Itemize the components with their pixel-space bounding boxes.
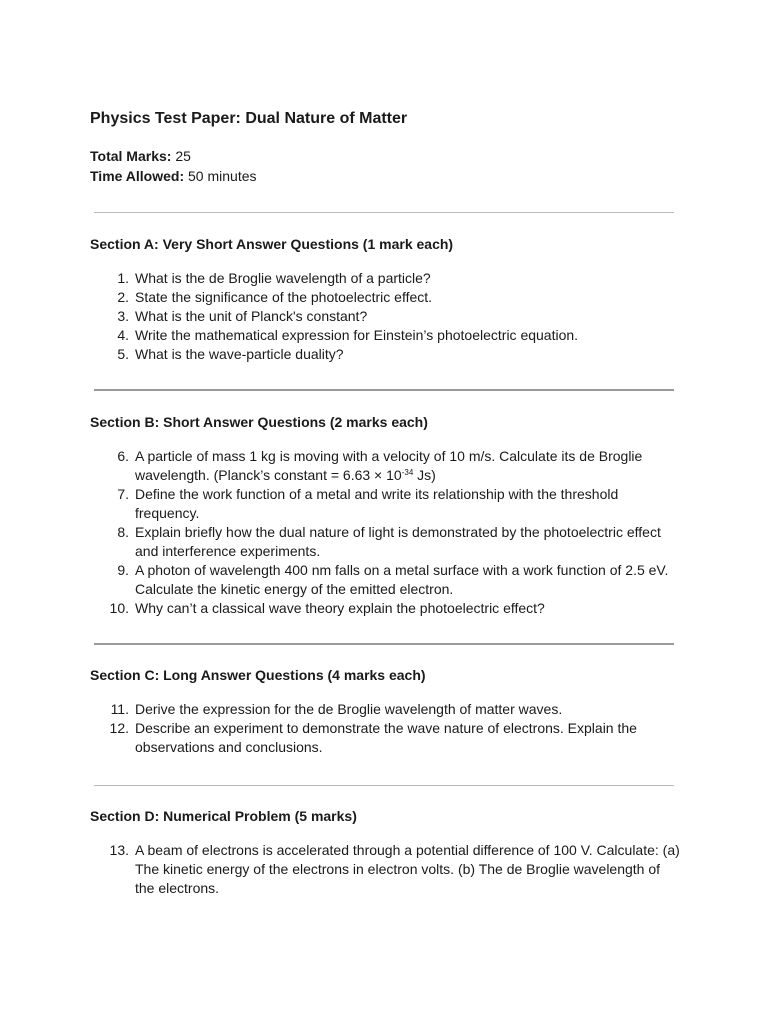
question-number: 8. <box>117 524 129 540</box>
question-item <box>90 599 680 618</box>
paper-title: Physics Test Paper: Dual Nature of Matter <box>90 110 408 127</box>
question-item <box>90 288 680 307</box>
question-text: A photon of wavelength 400 nm falls on a metal surface with a work function of 2.5 eV. Calculate the kinetic energy of the emitted electron. <box>135 562 669 597</box>
divider <box>94 643 674 645</box>
question-item <box>90 345 680 364</box>
section-d-heading: Section D: Numerical Problem (5 marks) <box>90 808 357 824</box>
question-number: 7. <box>117 486 129 502</box>
section-d-questions <box>90 841 690 898</box>
question-text-end: Js) <box>413 467 436 483</box>
section-a-questions <box>90 269 690 364</box>
question-text: State the significance of the photoelectric effect. <box>135 289 433 305</box>
question-number: 1. <box>117 270 129 286</box>
question-number: 5. <box>117 346 129 362</box>
question-text: Derive the expression for the de Broglie wavelength of matter waves. <box>135 701 563 717</box>
question-text: What is the unit of Planck's constant? <box>135 308 368 324</box>
question-item <box>90 307 680 326</box>
divider <box>94 389 674 391</box>
question-text: What is the de Broglie wavelength of a particle? <box>135 270 431 286</box>
section-b-questions <box>90 447 690 618</box>
question-text: A beam of electrons is accelerated through a potential difference of 100 V. Calculate: (a) The kinetic energy of the electrons in electron volts. (b) The de Broglie wavelength of the electrons. <box>135 842 680 896</box>
section-b-heading: Section B: Short Answer Questions (2 marks each) <box>90 414 428 430</box>
divider <box>94 212 674 213</box>
question-item <box>90 523 680 561</box>
question-item <box>90 447 680 485</box>
exponent: -34 <box>401 468 414 477</box>
question-text: Write the mathematical expression for Einstein’s photoelectric equation. <box>135 327 579 343</box>
section-c-questions <box>90 700 690 757</box>
section-c-heading: Section C: Long Answer Questions (4 marks each) <box>90 667 426 683</box>
time-allowed-label: Time Allowed: <box>90 168 185 184</box>
question-text: What is the wave-particle duality? <box>135 346 344 362</box>
divider <box>94 785 674 786</box>
time-allowed-value: 50 minutes <box>188 168 257 184</box>
question-number: 2. <box>117 289 129 305</box>
question-text: Explain briefly how the dual nature of light is demonstrated by the photoelectric effect and interference experiments. <box>135 524 661 559</box>
question-item <box>90 326 680 345</box>
question-item <box>90 561 680 599</box>
question-number: 3. <box>117 308 129 324</box>
question-number: 10. <box>109 600 129 616</box>
question-number: 11. <box>110 701 129 717</box>
question-number: 13. <box>109 842 129 858</box>
question-item <box>90 841 680 898</box>
question-text: Why can’t a classical wave theory explain the photoelectric effect? <box>135 600 545 616</box>
question-text: Define the work function of a metal and write its relationship with the threshold frequency. <box>135 486 619 521</box>
question-text: A particle of mass 1 kg is moving with a velocity of 10 m/s. Calculate its de Broglie wavelength. (Planck’s constant = 6.63 × 10 <box>135 448 643 483</box>
section-a-heading: Section A: Very Short Answer Questions (1 mark each) <box>90 236 454 252</box>
question-number: 6. <box>117 448 129 464</box>
question-number: 9. <box>117 562 129 578</box>
time-allowed <box>90 166 257 186</box>
question-item <box>90 700 680 719</box>
question-number: 4. <box>117 327 129 343</box>
question-text: Describe an experiment to demonstrate the wave nature of electrons. Explain the observations and conclusions. <box>135 720 637 755</box>
total-marks <box>90 146 191 166</box>
total-marks-value: 25 <box>175 148 191 164</box>
question-item <box>90 485 680 523</box>
question-number: 12. <box>109 720 129 736</box>
question-item <box>90 719 680 757</box>
question-item <box>90 269 680 288</box>
total-marks-label: Total Marks: <box>90 148 172 164</box>
